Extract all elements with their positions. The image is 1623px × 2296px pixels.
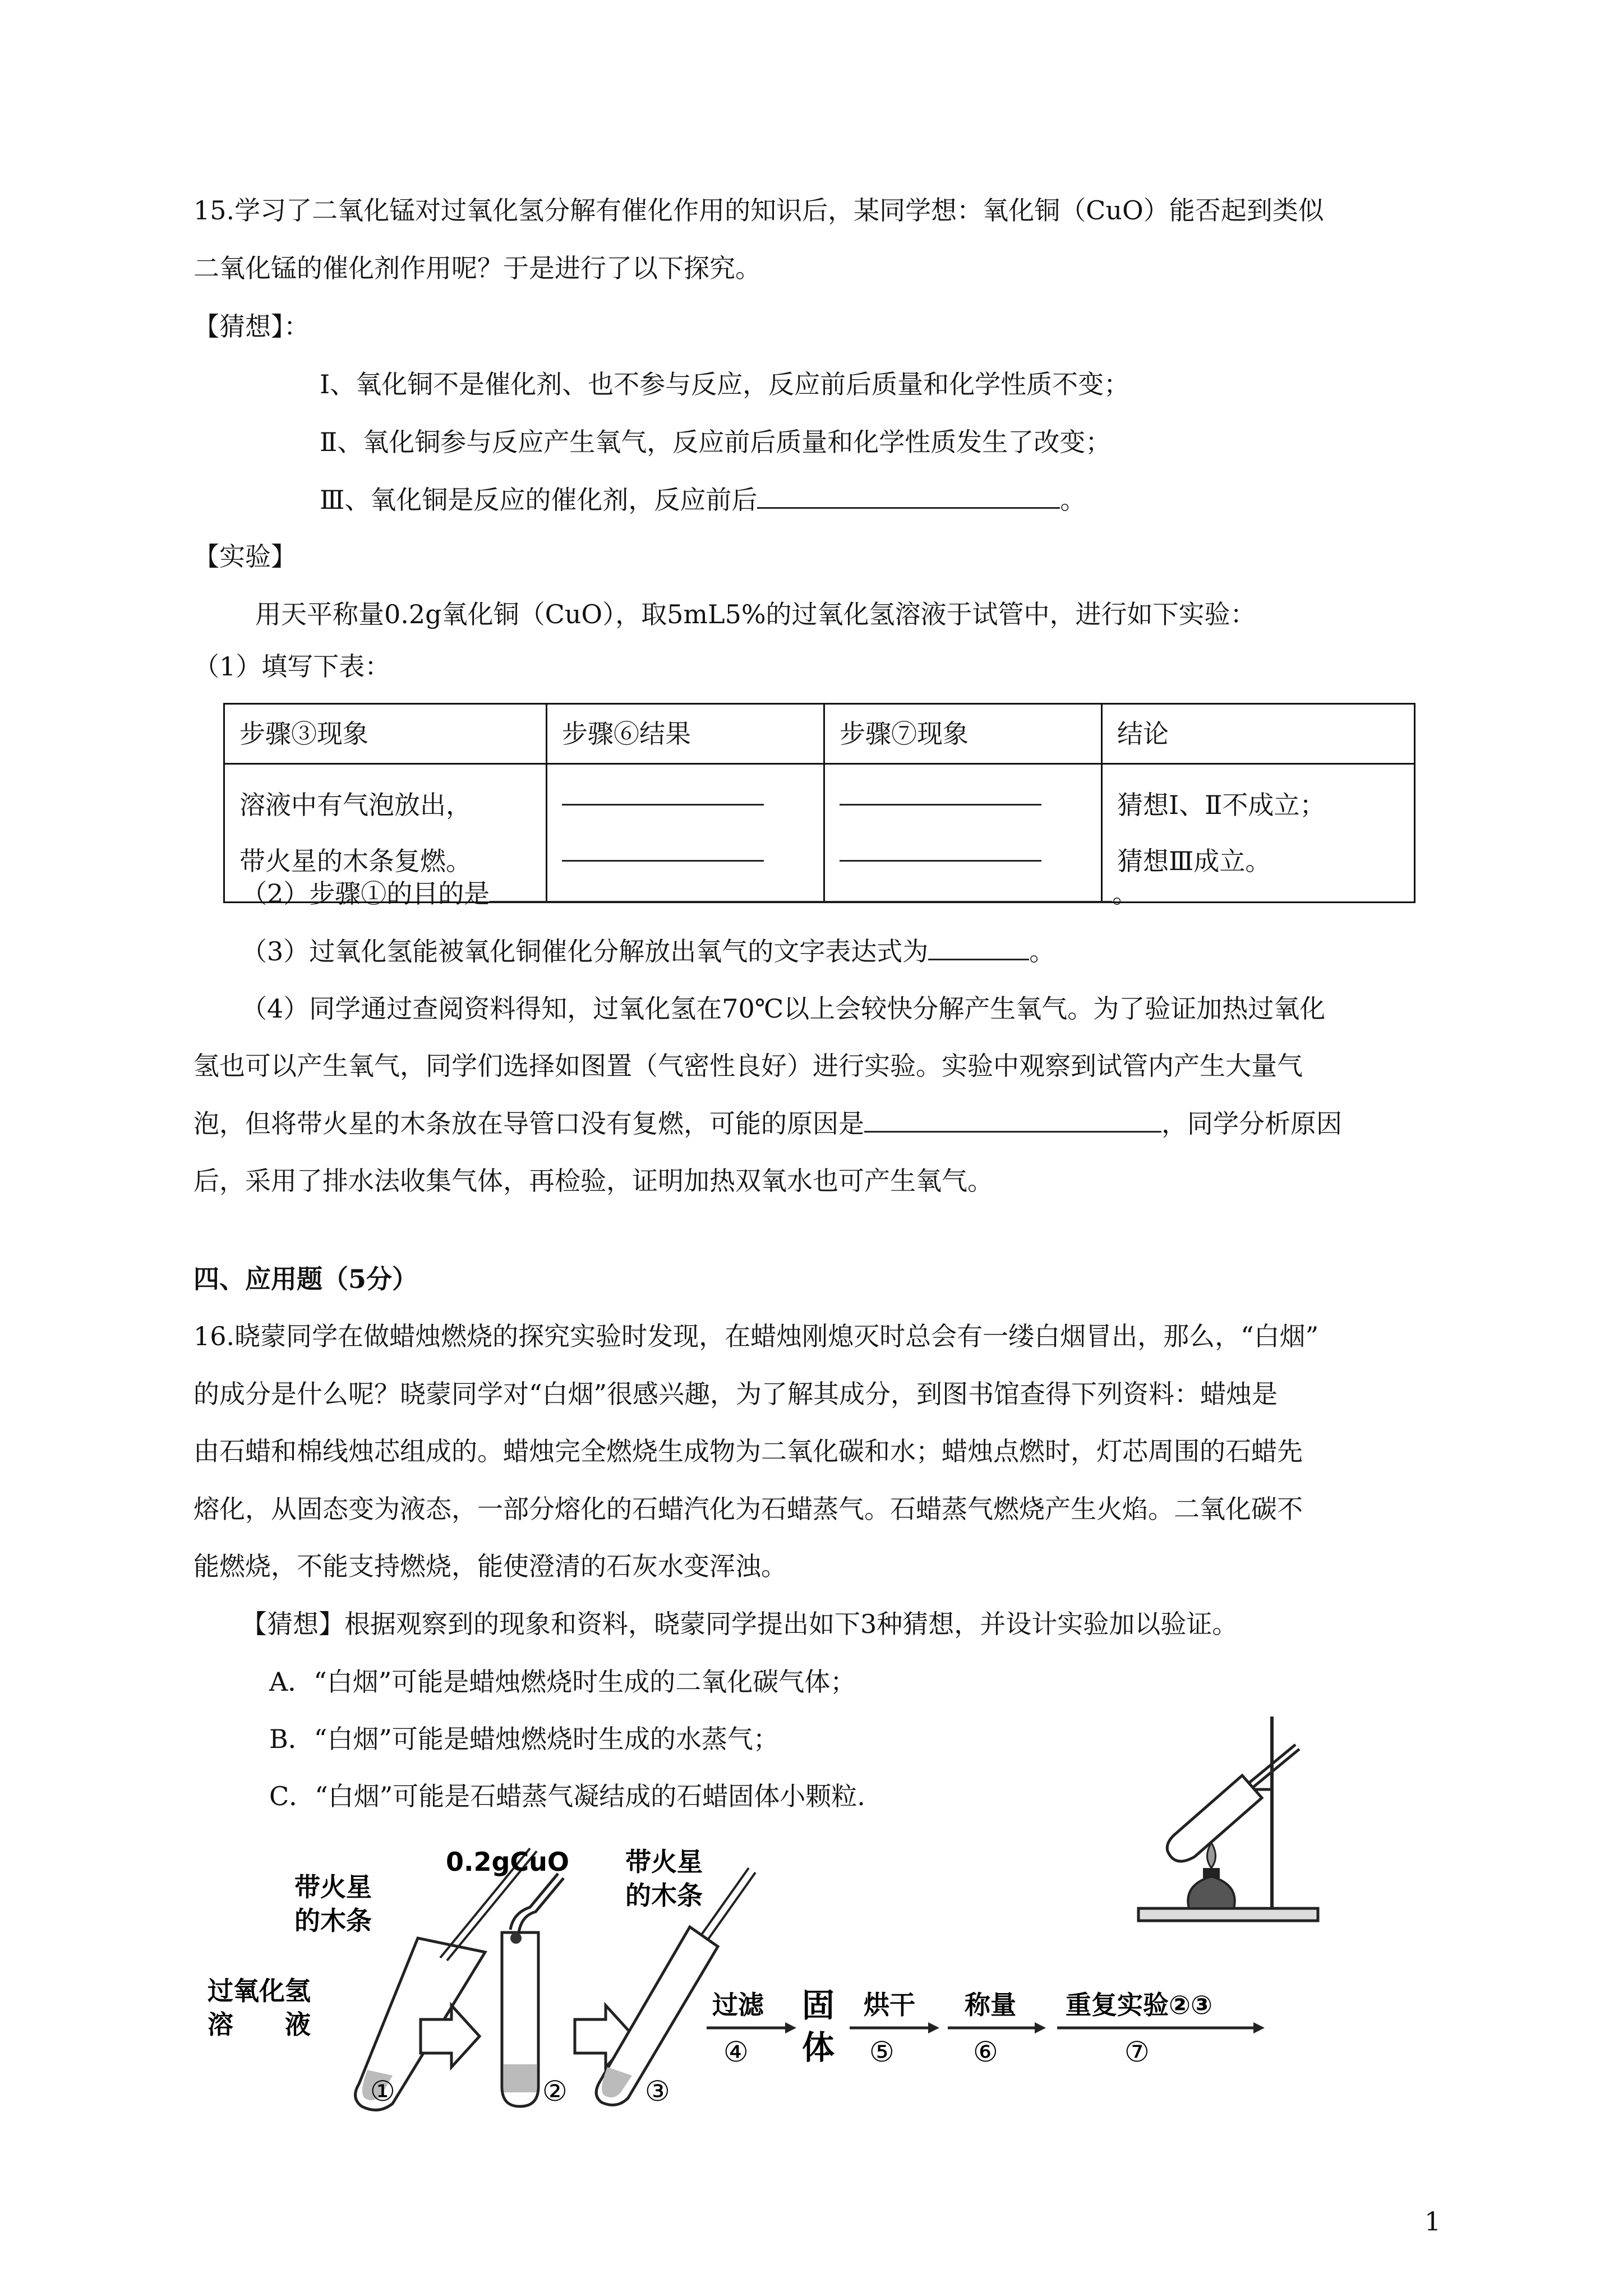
- arrowhead-weigh: [1035, 2022, 1046, 2033]
- q15-task-1: （1）填写下表：: [193, 651, 391, 682]
- solid-label-a: 固: [802, 1986, 835, 2024]
- arrowhead-repeat: [1253, 2022, 1265, 2033]
- q15-task-2-text: （2）步骤①的目的是: [241, 878, 490, 909]
- table-header-cell: 步骤③现象: [224, 704, 547, 764]
- q15-guess-3-text: Ⅲ、氧化铜是反应的催化剂，反应前后: [320, 485, 758, 515]
- h2o2-label-b: 溶 液: [208, 2009, 311, 2040]
- q15-task-3-text: （3）过氧化氢能被氧化铜催化分解放出氧气的文字表达式为: [241, 936, 929, 967]
- q15-intro-line2: 二氧化锰的催化剂作用呢？于是进行了以下探究。: [193, 253, 761, 283]
- cell-line: 带火星的木条复燃。: [239, 846, 472, 876]
- q15-task-4-line3-text: 泡，但将带火星的木条放在导管口没有复燃，可能的原因是: [193, 1108, 864, 1139]
- splint-label-1b: 的木条: [294, 1906, 372, 1936]
- experiment-flow-diagram: [199, 1846, 1281, 2126]
- q15-task-4-line4: 后，采用了排水法收集气体，再检验，证明加热双氧水也可产生氧气。: [193, 1166, 993, 1196]
- q16-line5: 能燃烧，不能支持燃烧，能使澄清的石灰水变浑浊。: [193, 1551, 787, 1581]
- q16-guess: 【猜想】根据观察到的现象和资料，晓蒙同学提出如下3种猜想，并设计实验加以验证。: [241, 1609, 1238, 1639]
- q15-task-2: [241, 876, 1138, 910]
- q15-guess-3: [320, 482, 1086, 517]
- q15-guess-2: Ⅱ、氧化铜参与反应产生氧气，反应前后质量和化学性质发生了改变；: [320, 427, 1112, 457]
- test-tube-2: [502, 1874, 564, 2106]
- cell-line: 猜想Ⅰ、Ⅱ不成立；: [1117, 790, 1326, 820]
- splint-label-2b: 的木条: [625, 1880, 703, 1911]
- repeat-label: 重复实验②③: [1066, 1990, 1212, 2020]
- cuo-label: 0.2gCuO: [446, 1847, 570, 1877]
- q15-guess-3-end: 。: [1060, 485, 1086, 515]
- tilted-test-tube: [1167, 1745, 1299, 1861]
- q15-guess-1: Ⅰ、氧化铜不是催化剂、也不参与反应，反应前后质量和化学性质不变；: [320, 369, 1130, 399]
- q15-guess-heading: 【猜想】：: [193, 311, 310, 342]
- q15-task-4-line2: 氢也可以产生氧气，同学们选择如图置（气密性良好）进行实验。实验中观察到试管内产生大量气: [193, 1051, 1303, 1081]
- q15-task-2-end: 。: [1112, 878, 1138, 909]
- step6-blank-2[interactable]: [562, 860, 764, 862]
- arrowhead-filter: [785, 2022, 796, 2033]
- step-number-7: ⑦: [1124, 2036, 1150, 2068]
- q16-option-a: A．“白烟”可能是蜡烛燃烧时生成的二氧化碳气体；: [269, 1667, 856, 1697]
- weigh-label: 称量: [965, 1990, 1016, 2020]
- q15-intro-line1: 15.学习了二氧化锰对过氧化氢分解有催化作用的知识后，某同学想：氧化铜（CuO）能否起到类似: [193, 195, 1324, 226]
- q16-line4: 熔化，从固态变为液态，一部分熔化的石蜡汽化为石蜡蒸气。石蜡蒸气燃烧产生火焰。二氧化碳不: [193, 1494, 1303, 1524]
- table-header-cell: 步骤⑦现象: [824, 704, 1102, 764]
- step-number-6: ⑥: [973, 2036, 998, 2068]
- step-number-3: ③: [645, 2075, 670, 2108]
- splint-label-1a: 带火星: [294, 1872, 372, 1902]
- q15-task-3-end: 。: [1029, 936, 1055, 967]
- table-header-cell: 结论: [1102, 704, 1415, 764]
- step7-blank-2[interactable]: [840, 860, 1041, 862]
- q15-task-3: [241, 934, 1055, 968]
- step6-blank-1[interactable]: [562, 804, 764, 806]
- q16-line1: 16.晓蒙同学在做蜡烛燃烧的探究实验时发现，在蜡烛刚熄灭时总会有一缕白烟冒出，那么，“白烟”: [193, 1321, 1319, 1351]
- cell-line: 猜想Ⅲ成立。: [1117, 846, 1271, 876]
- table-header-row: [224, 704, 1415, 764]
- step-number-1: ①: [370, 2075, 395, 2108]
- step7-blank-1[interactable]: [840, 804, 1041, 806]
- q15-experiment-text: 用天平称量0.2g氧化铜（CuO），取5mL5%的过氧化氢溶液于试管中，进行如下实验：: [255, 599, 1256, 629]
- cell-line: 溶液中有气泡放出，: [239, 790, 472, 820]
- section-4-title: 四、应用题（5分）: [193, 1264, 418, 1294]
- q15-guess-3-blank[interactable]: [757, 482, 1060, 509]
- solid-label-b: 体: [802, 2028, 835, 2067]
- dry-label: 烘干: [864, 1990, 915, 2020]
- filter-label: 过滤: [712, 1990, 764, 2020]
- q16-line3: 由石蜡和棉线烛芯组成的。蜡烛完全燃烧生成物为二氧化碳和水；蜡烛点燃时，灯芯周围的石蜡先: [193, 1436, 1303, 1466]
- q15-task-3-blank[interactable]: [928, 934, 1029, 960]
- step-number-4: ④: [723, 2036, 749, 2068]
- page-number: 1: [1424, 2206, 1441, 2237]
- q16-option-c: C．“白烟”可能是石蜡蒸气凝结成的石蜡固体小颗粒.: [269, 1781, 865, 1811]
- q16-option-b: B．“白烟”可能是蜡烛燃烧时生成的水蒸气；: [269, 1724, 779, 1754]
- q15-experiment-heading: 【实验】: [193, 541, 297, 572]
- step-number-5: ⑤: [869, 2036, 895, 2068]
- results-table: [223, 703, 1415, 903]
- step-number-2: ②: [542, 2075, 568, 2108]
- arrowhead-dry: [928, 2022, 939, 2033]
- q15-task-2-blank[interactable]: [490, 876, 1112, 903]
- q16-line2: 的成分是什么呢？晓蒙同学对“白烟”很感兴趣，为了解其成分，到图书馆查得下列资料：蜡烛是: [193, 1379, 1278, 1409]
- q15-task-4-line3: [193, 1106, 1342, 1140]
- q15-task-4-line3-end: ，同学分析原因: [1161, 1108, 1342, 1139]
- h2o2-label-a: 过氧化氢: [208, 1976, 311, 2006]
- splint-label-2a: 带火星: [625, 1847, 703, 1877]
- table-cell-conclusion: [1102, 764, 1415, 903]
- q15-task-4-line1: （4）同学通过查阅资料得知，过氧化氢在70℃以上会较快分解产生氧气。为了验证加热过氧化: [241, 993, 1326, 1024]
- q15-task-4-blank[interactable]: [864, 1106, 1161, 1133]
- table-header-cell: 步骤⑥结果: [547, 704, 824, 764]
